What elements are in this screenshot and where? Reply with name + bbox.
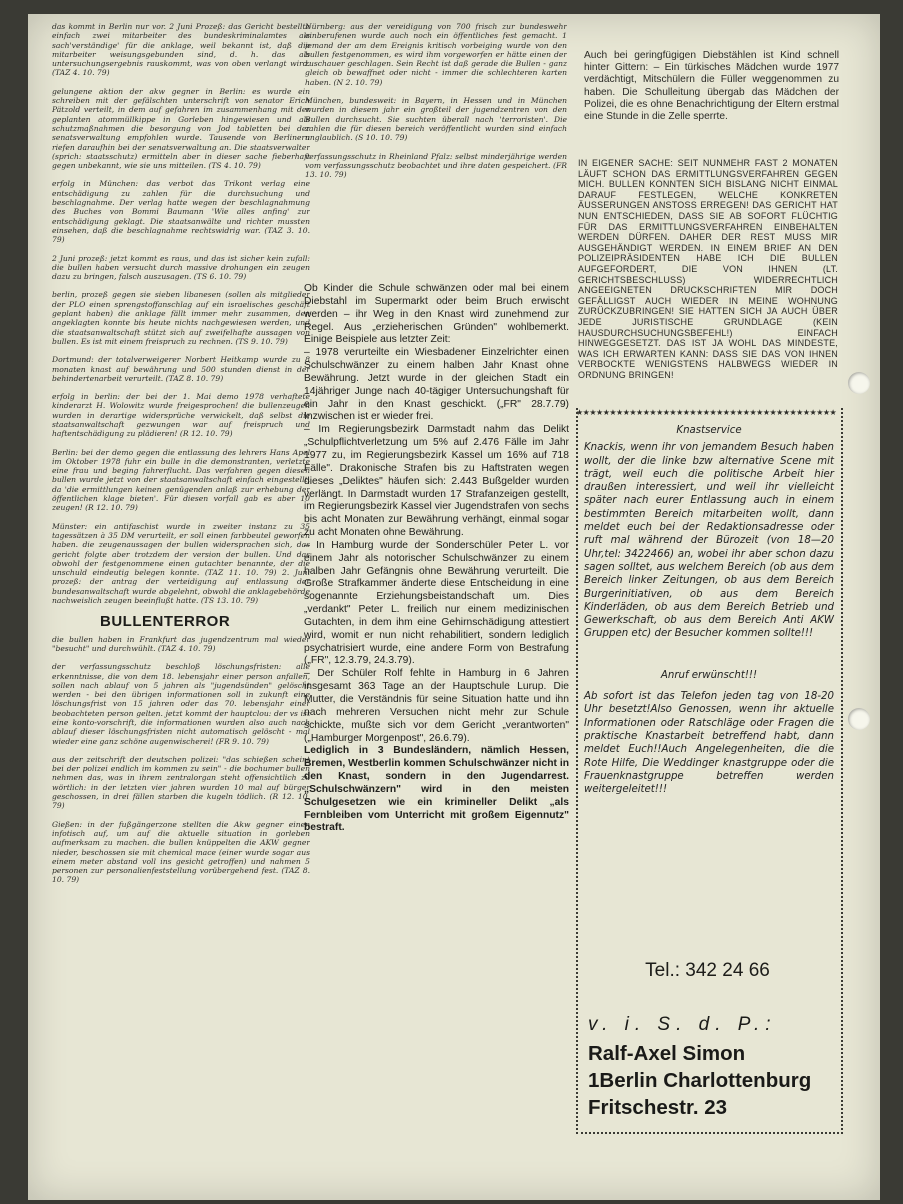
news-brief: aus der zeitschrift der deutschen polizei: "das schießen scheint bei der polizei endlich im kommen zu sein" - die bochumer bullen nehmen das, was in ihrem zentralorgan steht offensichtlich zu wörtlich: in der letzten vier jahren wurden 10 mal auf bürger geschossen, in drei fällen starben die kugeln tödlich. (R 12. 10. 79) (52, 754, 310, 811)
caps-statement (578, 158, 838, 389)
star-border: ★★★★★★★★★★★★★★★★★★★★★★★★★★★★★★★★★★★★★★★ (576, 408, 837, 417)
middle-briefs (305, 22, 567, 277)
news-brief: das kommt in Berlin nur vor. 2 Juni Prozeß: das Gericht bestellte einfach zwei mitarbeiter des bundeskriminalamtes als sach'verständige' für die anklage, weil bekannt ist, daß die mitarbeiter weisungsgebunden sind, d. h. das als untersuchungsergebnis rauskommt, was von oben verlangt wird. (TAZ 4. 10. 79) (52, 22, 310, 78)
news-brief: Berlin: bei der demo gegen die entlassung des lehrers Hans Apel im Oktober 1978 fuhr ein bulle in die demonstranten, verletzte eine frau und beging fahrerflucht. Das verfahren gegen diesen bullen wurde jetzt von der staatsanwaltschaft einfach eingestellt, da 'die ermittlungen keinen genügenden anlaß zur erhebung der öffentlichen klage bieten'. Für diesen vorfall gab es aber 10 zeugen! (R 12. 10. 79) (52, 447, 310, 513)
news-brief: Gießen: in der fußgängerzone stellten die Akw gegner einen infotisch auf, um auf die aktuelle situation in gorleben aufmerksam zu machen. die bullen knüppelten die AKW gegner nieder, beschossen sie mit chemical mace (einer wurde sogar aus einem meter abstand voll ins gesicht getroffen) und nahmen 5 personen zur personalienfeststellung vorübergehend fest. (TAZ 8. 10. 79) (52, 819, 310, 885)
news-brief: erfolg in berlin: der bei der 1. Mai demo 1978 verhaftete kinderarzt H. Wolowitz wurde freigesprochen! die bullenzeugen wurden in derartige widersprüche verwickelt, daß selbst die staatsanwaltschaft gezwungen war auf freispruch und haftentschädigung zu plädieren! (R 12. 10. 79) (52, 392, 310, 439)
news-brief: Münster: ein antifaschist wurde in zweiter instanz zu 35 tagessätzen à 35 DM verurteilt, er soll einen farbbeutel geworfen haben. die zeugenaussagen der bullen widersprachen sich, das gericht folgte aber trotzdem der version der bullen. Und das obwohl der festgenommene einen gutachter benannte, der die unschuld eindeutig belegen konnte. (TAZ 11. 10. 79) 2. Juni prozeß: der antrag der verteidigung auf entlassung der bundesanwaltschaft wurde abgelehnt, obwohl die anklagebehörde nachweislich zeugen beeinflußt hatte. (TS 13. 10. 79) (52, 521, 310, 606)
right-top-article (584, 50, 839, 132)
news-brief: berlin, prozeß gegen sie sieben libanesen (sollen als mitglieder der PLO einen sprengstoffanschlag auf ein israelisches geschäft geplant haben) die anklage fällt immer mehr zusammen, den angeklagten konnte bis heute nichts nachgewiesen werden, und die staatsanwaltschaft stützt sich auf zweifelhafte aussagen von bullen. Es ist mit einem freispruch zu rechnen. (TS 9. 10. 79) (52, 290, 310, 346)
imprint-city: 1Berlin Charlottenburg (588, 1069, 812, 1092)
knastservice-content (584, 424, 834, 805)
call-title: Anruf erwünscht!!! (660, 669, 758, 681)
news-brief: gelungene aktion der akw gegner in Berlin: es wurde ein schreiben mit der gefälschten unterschrift von senator Erich Pätzold verteilt, in dem auf gefahren im zusammenhang mit der geplanten atommüllkippe in Gorleben hingewiesen und als schutzmaßnahmen die besorgung von Jod tabletten bei der senatsverwaltung empfohlen wurde. Tausende von Berlinern riefen daraufhin bei der senatsverwaltung an. Die staatsverwalter (sprich: staatsschutz) ermitteln aber in dieser sache fieberhaft gegen unbekannt, wie sie uns mitteilen. (TS 4. 10. 79) (52, 86, 310, 171)
article-paragraph: – Der Schüler Rolf fehlte in Hamburg in 6 Jahren insgesamt 363 Tage an der Hauptschule Lurup. Die Mutter, die Verständnis für seine Situation hatte und ihn nach mehreren Versuchen nicht mehr zur Schule schickte, mußte sich vor dem Gericht „verantworten" („Hamburger Morgenpost", 26.6.79). (304, 668, 569, 744)
article-paragraph: Auch bei geringfügigen Diebstählen ist Kind schnell hinter Gittern: – Ein türkisches Mädchen wurde 1977 verdächtigt, Mitschülern die Füller weggenommen zu haben. Die Schulleitung übergab das Mädchen der Polizei, die es ohne Benachrichtigung der Eltern erstmal eine Stunde in die Zelle sperrte. (584, 50, 839, 123)
article-paragraph: – Im Regierungsbezirk Darmstadt nahm das Delikt „Schulpflichtverletzung um 5% auf 2.476 Fälle im Jahr 1977 zu, im Regierungsbezirk Kassel um 16% auf 718 Fälle". Drakonische Strafen bis zu Haftstraten wegen dieses „Deliktes" häufen sich: 2.443 Bußgelder wurden verlängt. In Darmstadt wurden 17 Strafanzeigen gestellt, im Regierungsbezirk Kassel vier Jugendstrafen von sechs bis acht Monaten zur Bewährung verhängt, einmal sogar zu acht Monaten ohne Bewährung. (304, 424, 569, 539)
article-paragraph: Lediglich in 3 Bundesländern, nämlich Hessen, Bremen, Westberlin kommen Schulschwänzer nicht in den Knast, sondern in den Jugendarrest. „Schulschwänzern" wird in den meisten Schulgesetzen wie ein krimineller Delikt „als Fernbleiben vom Unterricht mit großem Eigennutz" bestraft. (304, 745, 569, 834)
news-brief: München, bundesweit: in Bayern, in Hessen und in München wurden in diesem jahr ein großteil der jugendzentren von den Bullen durchsucht. Sie suchten überall nach 'terroristen'. Die zahlen die für diesen bereich veröffentlicht wurden sind einfach unglaublich. (S 10. 10. 79) (305, 96, 567, 143)
imprint (588, 992, 838, 1121)
imprint-label: v. i. S. d. P.: (588, 1014, 777, 1035)
news-brief: Dortmund: der totalverweigerer Norbert Heitkamp wurde zu 8 monaten knast auf bewährung und 500 stunden dienst in der behindertenarbeit verurteilt. (TAZ 8. 10. 79) (52, 355, 310, 383)
punch-hole (848, 708, 870, 730)
section-heading: BULLENTERROR (100, 613, 231, 631)
punch-hole (848, 372, 870, 394)
article-paragraph: – 1978 verurteilte ein Wiesbadener Einzelrichter einen Schulschwänzer zu einem halben Jahr Knast ohne Bewährung. Jetzt wurde in der gleichen Stadt ein 14jähriger Junge nach 40-tägiger Untersuchungshaft für ein Jahr in den Knast geschickt. („FR" 28.7.79) Inzwischen ist er wieder frei. (304, 347, 569, 423)
news-brief: 2 Juni prozeß: jetzt kommt es raus, und das ist sicher kein zufall: die bullen haben versucht durch massive drohungen ein zeugen dazu zu bringen, falsch auszusagen. (TS 6. 10. 79) (52, 253, 310, 282)
news-brief: verfassungsschutz in Rheinland Pfalz: selbst minderjährige werden vom verfassungsschutz beobachtet und ihre daten gespeichert. (FR 13. 10. 79) (305, 151, 567, 180)
news-briefs-column (52, 22, 310, 1172)
knastservice-title: Knastservice (676, 425, 742, 436)
knastservice-body: Knackis, wenn ihr von jemandem Besuch haben wollt, der die linke bzw alternative Scene mit trägt, weil euch die politische Arbeit hier draußen interessiert, und weil ihr vielleicht später nach eurer Entlassung auch in einem bestimmten Bereich mitarbeiten wollt, dann meldet euch bei der Redaktionsadresse oder ruft mal während der Bürozeit (von 18—20 Uhr,tel: 3422466) an, wobei ihr aber schon dazu sagen solltet, aus welchem Bereich (ob aus dem Bereich linker Zeitungen, ob aus dem Bereich Burgerinitiativen, ob aus dem Bereich Kinderläden, ob aus dem Bereich Betrieb und Gewerkschaft, ob aus dem Bereich Anti AKW Gruppen etc) der Besucher kommen sollte!!! (584, 442, 834, 640)
imprint-street: Fritschestr. 23 (588, 1096, 728, 1119)
news-brief: der verfassungsschutz beschloß löschungsfristen: alle erkenntnisse, die von dem 18. lebensjahr einer person anfallen, sollen nach ablauf von 5 jahren als "jugendsünden" gelöscht werden - bei den übrigen informationen soll in zukunft eine löschungsfrist von 15 jahren oder das 70. lebensjahr einer beobachteten person gelten. jetzt kommt der hauptclou: der vs ist eine konto-vorschrift, die informationen wurden also auch nach ablauf dieser löschungsfristen nicht automatisch gelöscht - mal wieder eine ganz schöne augenwischerei! (FR 9. 10. 79) (52, 662, 310, 746)
news-brief: die bullen haben in Frankfurt das jugendzentrum mal wieder "besucht" und durchwühlt. (TAZ 4. 10. 79) (52, 634, 310, 653)
call-body: Ab sofort ist das Telefon jeden tag von 18-20 Uhr besetzt!Also Genossen, wenn ihr aktuelle Informationen oder Ratschläge oder Fragen die praktische Knastarbeit betreffend habt, dann meldet Euch!!Auch Angelegenheiten, die die Rote Hilfe, Die Weddinger knastgruppe oder die Frauenknastgruppe betreffen werden weitergeleitet!!! (584, 691, 834, 796)
imprint-name: Ralf-Axel Simon (588, 1042, 746, 1065)
news-brief: Nürnberg: aus der vereidigung von 700 frisch zur bundeswehr einberufenen wurde auch noch ein öffentliches fest gemacht. 1 jemand der am dem Ereignis kritisch vorbeiging wurde von den bullen festgenommen, es wird ihm vorgeworfen er hätte einen der zuschauer geschlagen. Sein Recht ist daß gerade die Bullen - ganz gleich ob bewaffnet oder nicht - immer die schlechteren karten haben. (N 2. 10. 79) (305, 22, 567, 87)
caps-paragraph: IN EIGENER SACHE: SEIT NUNMEHR FAST 2 MONATEN LÄUFT SCHON DAS ERMITTLUNGSVERFAHREN GEGEN MICH. BULLEN KONNTEN SICH BISLANG NICHT EINMAL DARAUF FESTLEGEN, WELCHE KONKRETEN ÄUSSERUNGEN ANSTOSS ERREGEN! DAS GERICHT HAT NUN ENTSCHIEDEN, DASS SIE AB SOFORT FLÜCHTIG FÜR DAS ERMITTLUNGSVERFAHREN EINBEHALTEN WERDEN DÜRFEN. DAHER DER REST MUSS MIR AUSGEHÄNDIGT WERDEN. IN EINEM BRIEF AN DEN POLIZEIPRÄSIDENTEN HABE ICH DIE BULLEN AUFGEFORDERT, DIE VON IHNEN (LT. GERICHTSBESCHLUSS) WIDERRECHTLICH ANGEEIGNETEN DRUCKSCHRIFTEN MIR DOCH GEFÄLLIGST AUCH WIEDER IN MEINE WOHNUNG ZURÜCKZUBRINGEN! SIE HATTEN SICH JA AUCH ÜBER JEDE JURISTISCHE GRUNDLAGE (KEIN HAUSDURCHSUCHUNGSBEFEHL!) EINFACH HINWEGGESETZT. DAS IST JA WOHL DAS MINDESTE, WAS ICH ERWARTEN KANN: DASS SIE DAS VON IHNEN VERBOCKTE WENIGSTENS HALBWEGS WIEDER IN ORDNUNG BRINGEN! (578, 158, 838, 380)
article-paragraph: Ob Kinder die Schule schwänzen oder mal bei einem Diebstahl im Supermarkt oder beim Bruch erwischt werden – ihr Weg in den Knast wird zunehmend zur Regel. Aus „erzieherischen Gründen" wohlbemerkt. Einige Beispiele aus letzter Zeit: (304, 283, 569, 346)
news-brief: erfolg in München: das verbot das Trikont verlag eine entschädigung zu zahlen für die durchsuchung und beschlagnahme. Der verlag hatte wegen der beschlagnahmung des Buches von Bommi Baumann 'Wie alles anfing' zur entschädigung geklagt. Die staatsanwälte und richter mussten einsehen, daß die beschlagnahme rechtswidrig war. (TAZ 3. 10. 79) (52, 179, 310, 245)
article-paragraph: – In Hamburg wurde der Sonderschüler Peter L. vor einem Jahr als notorischer Schulschwänzer zu einem halben Jahr Gefängnis ohne Bewährung verurteilt. Die Große Strafkammer änderte diese Entscheidung in eine sogenannte Erziehungsbeistandschaft um. Dies „verdankt" Peter L. freilich nur einem medizinischen Gutachten, in dem ihm eine Gehirnschädigung attestiert wird, womit er nun nicht rehabilitiert, sondern lediglich psychatrisiert wurde, eine andere Form von Bestrafung („FR", 12.3.79, 24.3.79). (304, 539, 569, 667)
main-article (304, 283, 569, 835)
phone-number: Tel.: 342 24 66 (645, 960, 770, 981)
